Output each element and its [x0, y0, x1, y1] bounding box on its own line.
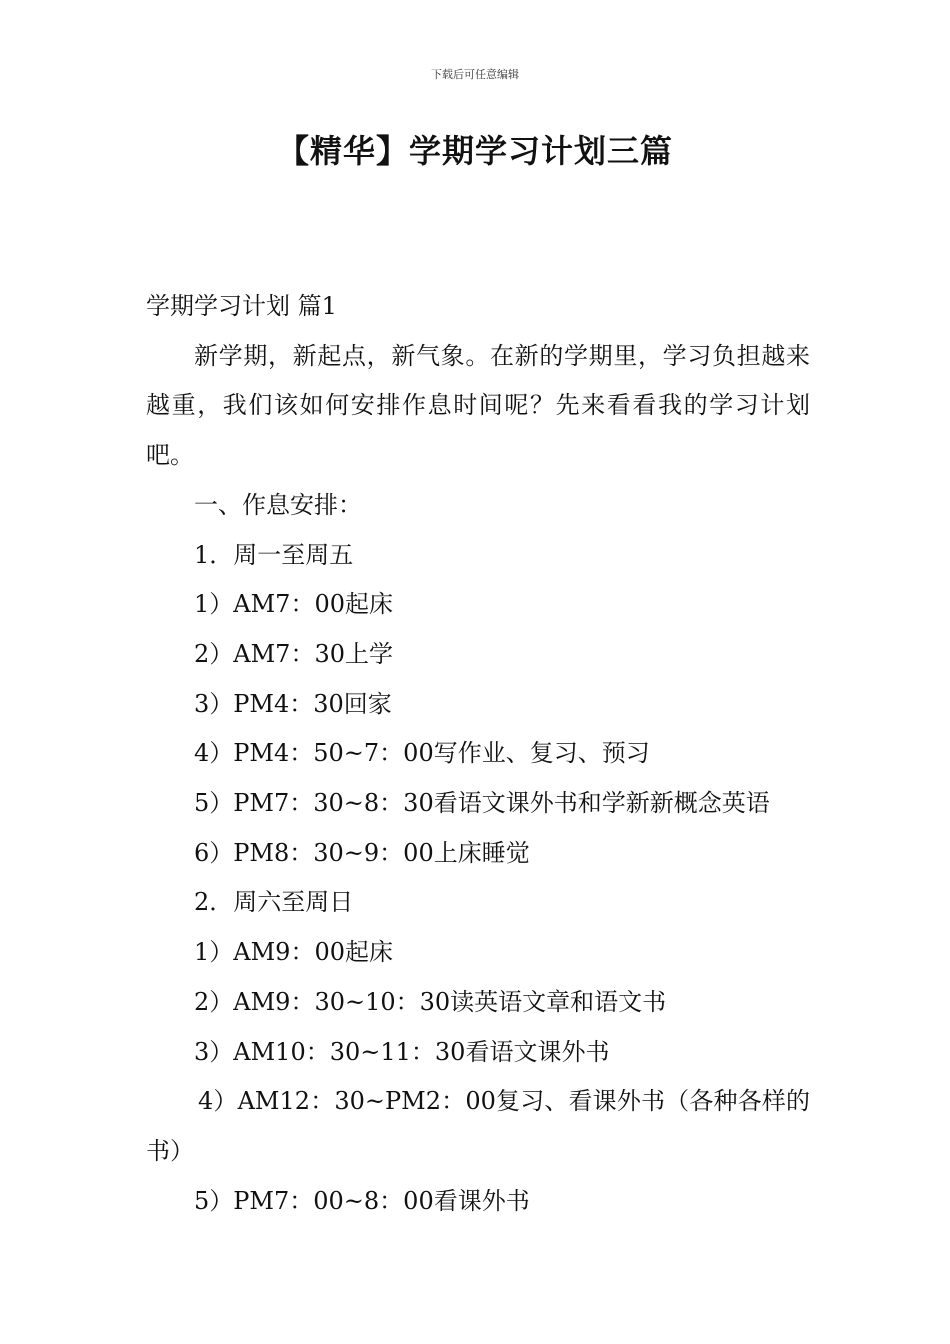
- list-item: 5）PM7：30~8：30看语文课外书和学新新概念英语: [194, 789, 770, 818]
- list-item: 5）PM7：00~8：00看课外书: [194, 1186, 530, 1215]
- weekend-heading: 2．周六至周日: [194, 888, 354, 917]
- document-body: [146, 282, 810, 1226]
- document-title: 【精华】学期学习计划三篇: [276, 132, 673, 170]
- list-item: 4）AM12：30~PM2：00复习、看课外书（各种各样的书）: [146, 1087, 810, 1165]
- list-item: 2）AM7：30上学: [194, 639, 393, 668]
- list-item: 1）AM7：00起床: [194, 590, 393, 619]
- header-note: 下载后可任意编辑: [431, 68, 519, 81]
- section-heading: 学期学习计划 篇1: [146, 292, 337, 320]
- intro-paragraph: 新学期，新起点，新气象。在新的学期里，学习负担越来越重，我们该如何安排作息时间呢？先来看看我的学习计划吧。: [146, 341, 810, 470]
- schedule-heading: 一、作息安排：: [194, 490, 362, 519]
- list-item: 6）PM8：30~9：00上床睡觉: [194, 838, 530, 867]
- list-item: 3）AM10：30~11：30看语文课外书: [194, 1037, 610, 1066]
- list-item: 2）AM9：30~10：30读英语文章和语文书: [194, 987, 667, 1016]
- list-item: 1）AM9：00起床: [194, 938, 393, 967]
- list-item: 3）PM4：30回家: [194, 689, 392, 718]
- list-item: 4）PM4：50~7：00写作业、复习、预习: [194, 739, 650, 768]
- weekdays-heading: 1．周一至周五: [194, 540, 354, 569]
